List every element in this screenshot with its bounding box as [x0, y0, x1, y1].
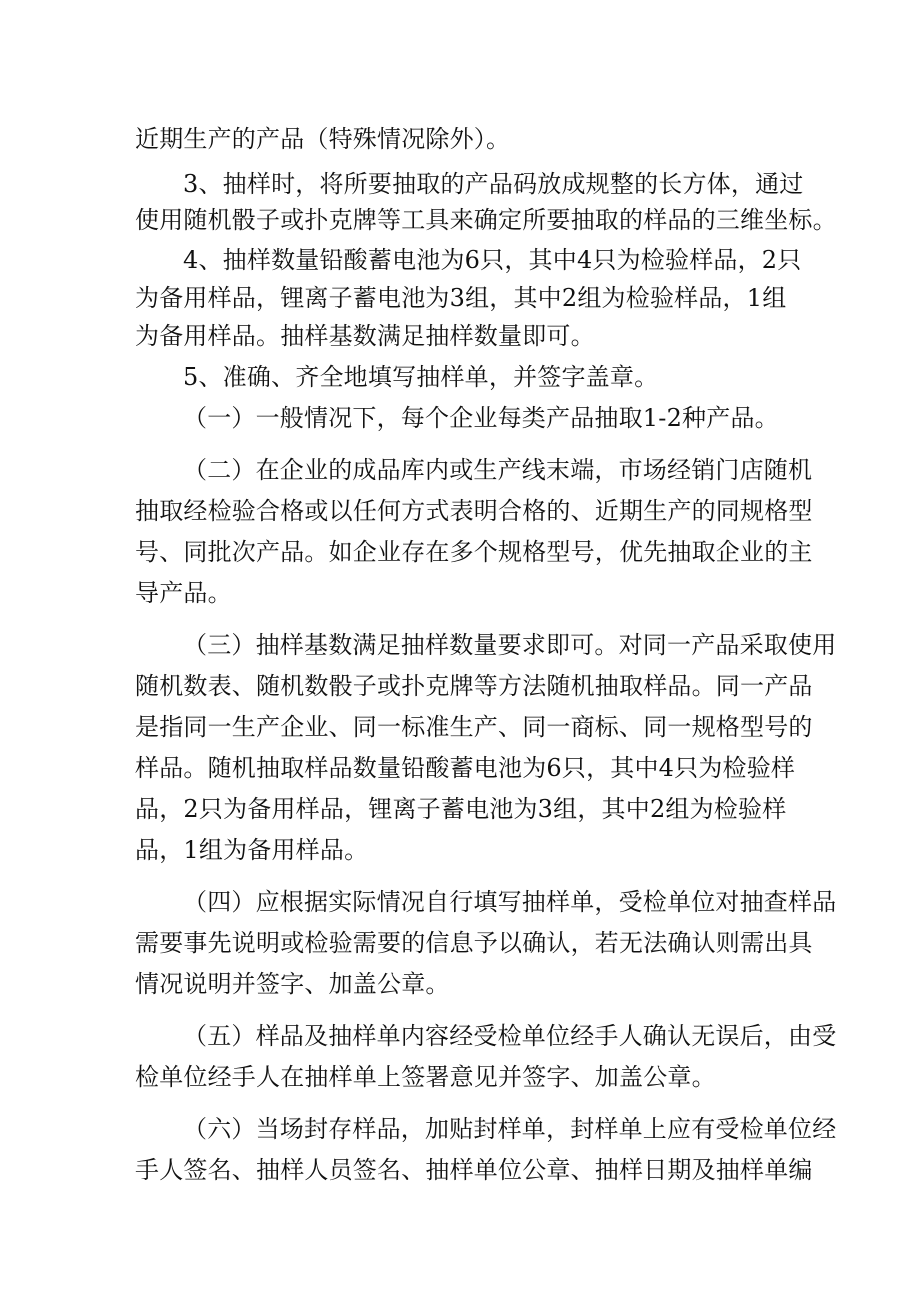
text-line-18: 品，1组为备用样品。: [135, 836, 369, 864]
text-line-9: （二）在企业的成品库内或生产线末端，市场经销门店随机: [183, 456, 813, 484]
text-line-19: （四）应根据实际情况自行填写抽样单，受检单位对抽查样品: [183, 888, 837, 916]
text-line-24: （六）当场封存样品，加贴封样单，封样单上应有受检单位经: [183, 1115, 837, 1143]
text-line-20: 需要事先说明或检验需要的信息予以确认，若无法确认则需出具: [135, 929, 813, 957]
text-line-22: （五）样品及抽样单内容经受检单位经手人确认无误后，由受: [183, 1022, 837, 1050]
text-line-15: 是指同一生产企业、同一标准生产、同一商标、同一规格型号的: [135, 713, 813, 741]
text-line-6: 为备用样品。抽样基数满足抽样数量即可。: [135, 322, 595, 350]
text-line-8: （一）一般情况下，每个企业每类产品抽取1-2种产品。: [183, 404, 779, 432]
text-line-14: 随机数表、随机数骰子或扑克牌等方法随机抽取样品。同一产品: [135, 672, 813, 700]
text-line-11: 号、同批次产品。如企业存在多个规格型号，优先抽取企业的主: [135, 538, 813, 566]
text-line-4: 4、抽样数量铅酸蓄电池为6只，其中4只为检验样品，2只: [183, 246, 802, 274]
text-line-5: 为备用样品，锂离子蓄电池为3组，其中2组为检验样品，1组: [135, 284, 787, 312]
text-line-1: 近期生产的产品（特殊情况除外）。: [135, 125, 511, 153]
text-line-7: 5、准确、齐全地填写抽样单，并签字盖章。: [183, 363, 659, 391]
text-line-25: 手人签名、抽样人员签名、抽样单位公章、抽样日期及抽样单编: [135, 1156, 813, 1184]
text-line-16: 样品。随机抽取样品数量铅酸蓄电池为6只，其中4只为检验样: [135, 754, 796, 782]
text-line-10: 抽取经检验合格或以任何方式表明合格的、近期生产的同规格型: [135, 497, 813, 525]
text-line-12: 导产品。: [135, 579, 232, 607]
text-line-23: 检单位经手人在抽样单上签署意见并签字、加盖公章。: [135, 1063, 716, 1091]
text-line-2: 3、抽样时，将所要抽取的产品码放成规整的长方体，通过: [183, 170, 804, 198]
text-line-13: （三）抽样基数满足抽样数量要求即可。对同一产品采取使用: [183, 631, 837, 659]
text-line-3: 使用随机骰子或扑克牌等工具来确定所要抽取的样品的三维坐标。: [135, 206, 837, 234]
text-line-21: 情况说明并签字、加盖公章。: [135, 970, 450, 998]
text-line-17: 品，2只为备用样品，锂离子蓄电池为3组，其中2组为检验样: [135, 795, 787, 823]
